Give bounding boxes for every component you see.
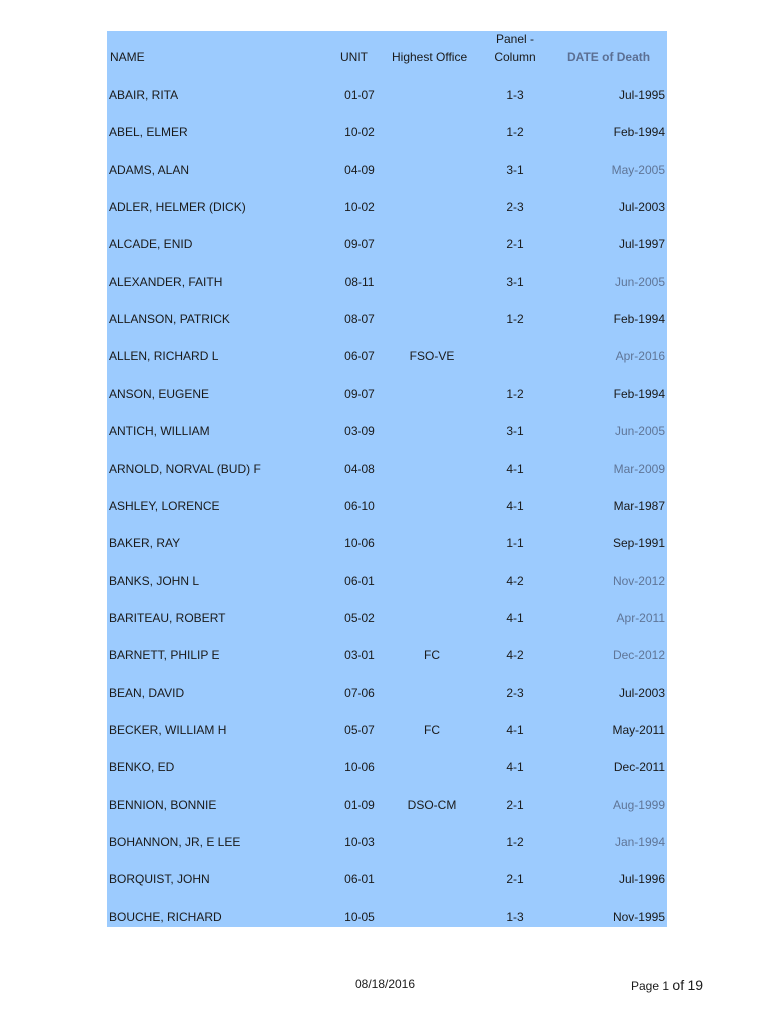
table-row	[107, 88, 667, 108]
cell-unit: 06-10	[344, 498, 375, 513]
header-panel-line1: Panel -	[495, 32, 535, 46]
cell-date-of-death: Apr-2016	[615, 349, 665, 364]
cell-highest-office: FSO-VE	[409, 349, 455, 364]
table-row	[107, 648, 667, 668]
table-row	[107, 200, 667, 220]
cell-unit: 01-07	[344, 88, 375, 102]
table-row	[107, 760, 667, 780]
cell-panel-column: 2-1	[506, 797, 524, 812]
cell-unit: 05-02	[344, 610, 375, 625]
table-row	[107, 275, 667, 295]
cell-name: ASHLEY, LORENCE	[109, 498, 220, 513]
cell-unit: 06-01	[344, 573, 375, 588]
cell-name: BENKO, ED	[109, 760, 175, 775]
cell-name: ALCADE, ENID	[109, 237, 193, 252]
cell-unit: 05-07	[344, 722, 375, 737]
cell-panel-column: 1-3	[506, 909, 524, 924]
table-row	[107, 424, 667, 444]
table-row	[107, 798, 667, 818]
cell-name: BECKER, WILLIAM H	[109, 722, 227, 737]
cell-date-of-death: May-2011	[612, 722, 665, 737]
cell-date-of-death: Jun-2005	[614, 274, 665, 289]
footer-page-label: Page	[631, 979, 660, 993]
cell-panel-column: 3-1	[506, 424, 524, 439]
cell-name: BARNETT, PHILIP E	[109, 648, 220, 663]
roster-table	[107, 31, 667, 927]
table-row	[107, 237, 667, 257]
cell-panel-column: 2-1	[506, 237, 524, 252]
cell-name: ADLER, HELMER (DICK)	[109, 200, 246, 215]
cell-name: ALLEN, RICHARD L	[109, 349, 219, 364]
cell-panel-column: 3-1	[506, 162, 524, 177]
cell-name: ALEXANDER, FAITH	[109, 274, 223, 289]
cell-date-of-death: May-2005	[611, 162, 665, 177]
cell-name: BOUCHE, RICHARD	[109, 909, 222, 924]
header-office: Highest Office	[392, 50, 468, 64]
cell-date-of-death: Jul-2003	[618, 685, 665, 700]
cell-name: ALLANSON, PATRICK	[109, 312, 230, 327]
table-row	[107, 536, 667, 556]
cell-date-of-death: Dec-2011	[613, 760, 665, 775]
footer-page-number	[631, 977, 703, 993]
cell-panel-column: 1-3	[506, 88, 524, 102]
cell-unit: 07-06	[344, 685, 375, 700]
cell-name: ARNOLD, NORVAL (BUD) F	[109, 461, 261, 476]
table-row	[107, 723, 667, 743]
cell-date-of-death: Aug-1999	[612, 797, 665, 812]
table-row	[107, 872, 667, 892]
cell-panel-column: 2-3	[506, 200, 524, 215]
cell-unit: 03-09	[344, 424, 375, 439]
cell-unit: 10-06	[344, 536, 375, 551]
cell-panel-column: 4-1	[506, 498, 524, 513]
table-row	[107, 387, 667, 407]
cell-date-of-death: Nov-1995	[612, 909, 665, 924]
footer-page-of: of	[672, 977, 685, 993]
table-row	[107, 574, 667, 594]
cell-panel-column: 2-1	[506, 872, 524, 887]
cell-unit: 04-08	[344, 461, 375, 476]
table-row	[107, 349, 667, 369]
cell-name: BARITEAU, ROBERT	[109, 610, 226, 625]
cell-unit: 08-11	[344, 274, 375, 289]
footer-page-current: 1	[662, 979, 670, 993]
cell-date-of-death: Jan-1994	[614, 835, 665, 849]
cell-unit: 09-07	[344, 386, 375, 401]
cell-name: ADAMS, ALAN	[109, 162, 190, 177]
cell-unit: 09-07	[344, 237, 375, 252]
cell-panel-column: 4-2	[506, 648, 524, 663]
table-row	[107, 835, 667, 855]
cell-date-of-death: Jul-1997	[618, 237, 665, 252]
cell-unit: 10-06	[344, 760, 375, 775]
cell-panel-column: 4-1	[506, 610, 524, 625]
cell-name: ANSON, EUGENE	[109, 386, 210, 401]
cell-date-of-death: Jul-1996	[618, 872, 665, 887]
cell-name: BOHANNON, JR, E LEE	[109, 835, 241, 849]
cell-unit: 06-01	[344, 872, 375, 887]
cell-date-of-death: Feb-1994	[613, 312, 665, 327]
cell-unit: 04-09	[344, 162, 375, 177]
cell-panel-column: 2-3	[506, 685, 524, 700]
cell-date-of-death: Apr-2011	[616, 610, 665, 625]
header-panel-line2: Column	[494, 50, 536, 64]
table-row	[107, 163, 667, 183]
cell-unit: 10-02	[344, 200, 375, 215]
cell-highest-office: DSO-CM	[407, 797, 457, 812]
footer-page-total: 19	[687, 977, 704, 993]
cell-name: ABAIR, RITA	[109, 88, 179, 102]
cell-unit: 10-05	[344, 909, 375, 924]
table-row	[107, 499, 667, 519]
cell-panel-column: 1-2	[506, 312, 524, 327]
table-row	[107, 125, 667, 145]
cell-name: ANTICH, WILLIAM	[109, 424, 210, 439]
header-unit: UNIT	[340, 50, 368, 64]
cell-highest-office: FC	[424, 722, 440, 737]
cell-date-of-death: Jul-2003	[618, 200, 665, 215]
cell-panel-column: 4-2	[506, 573, 524, 588]
cell-panel-column: 3-1	[506, 274, 524, 289]
cell-name: BENNION, BONNIE	[109, 797, 217, 812]
table-row	[107, 312, 667, 332]
cell-date-of-death: Jul-1995	[618, 88, 665, 102]
cell-name: BEAN, DAVID	[109, 685, 185, 700]
cell-name: BORQUIST, JOHN	[109, 872, 210, 887]
cell-name: BAKER, RAY	[109, 536, 181, 551]
cell-unit: 08-07	[344, 312, 375, 327]
cell-date-of-death: Dec-2012	[612, 648, 665, 663]
cell-date-of-death: Mar-1987	[613, 498, 665, 513]
cell-date-of-death: Feb-1994	[613, 386, 665, 401]
cell-panel-column: 4-1	[506, 760, 524, 775]
cell-unit: 03-01	[344, 648, 375, 663]
cell-panel-column: 1-2	[506, 835, 524, 849]
footer-date: 08/18/2016	[354, 977, 416, 991]
table-row	[107, 462, 667, 482]
cell-unit: 10-02	[344, 125, 375, 140]
header-name: NAME	[110, 50, 145, 64]
cell-panel-column: 4-1	[506, 722, 524, 737]
cell-highest-office: FC	[424, 648, 440, 663]
cell-panel-column: 1-2	[506, 386, 524, 401]
cell-date-of-death: Mar-2009	[613, 461, 665, 476]
header-date-of-death: DATE of Death	[567, 50, 651, 64]
table-row	[107, 686, 667, 706]
table-row	[107, 611, 667, 631]
cell-date-of-death: Jun-2005	[614, 424, 665, 439]
cell-unit: 06-07	[344, 349, 375, 364]
table-row	[107, 910, 667, 930]
cell-panel-column: 4-1	[506, 461, 524, 476]
cell-date-of-death: Nov-2012	[612, 573, 665, 588]
cell-panel-column: 1-1	[506, 536, 524, 551]
cell-date-of-death: Sep-1991	[612, 536, 665, 551]
cell-unit: 10-03	[344, 835, 375, 849]
cell-unit: 01-09	[344, 797, 375, 812]
cell-name: BANKS, JOHN L	[109, 573, 200, 588]
cell-name: ABEL, ELMER	[109, 125, 188, 140]
cell-panel-column: 1-2	[506, 125, 524, 140]
cell-date-of-death: Feb-1994	[613, 125, 665, 140]
